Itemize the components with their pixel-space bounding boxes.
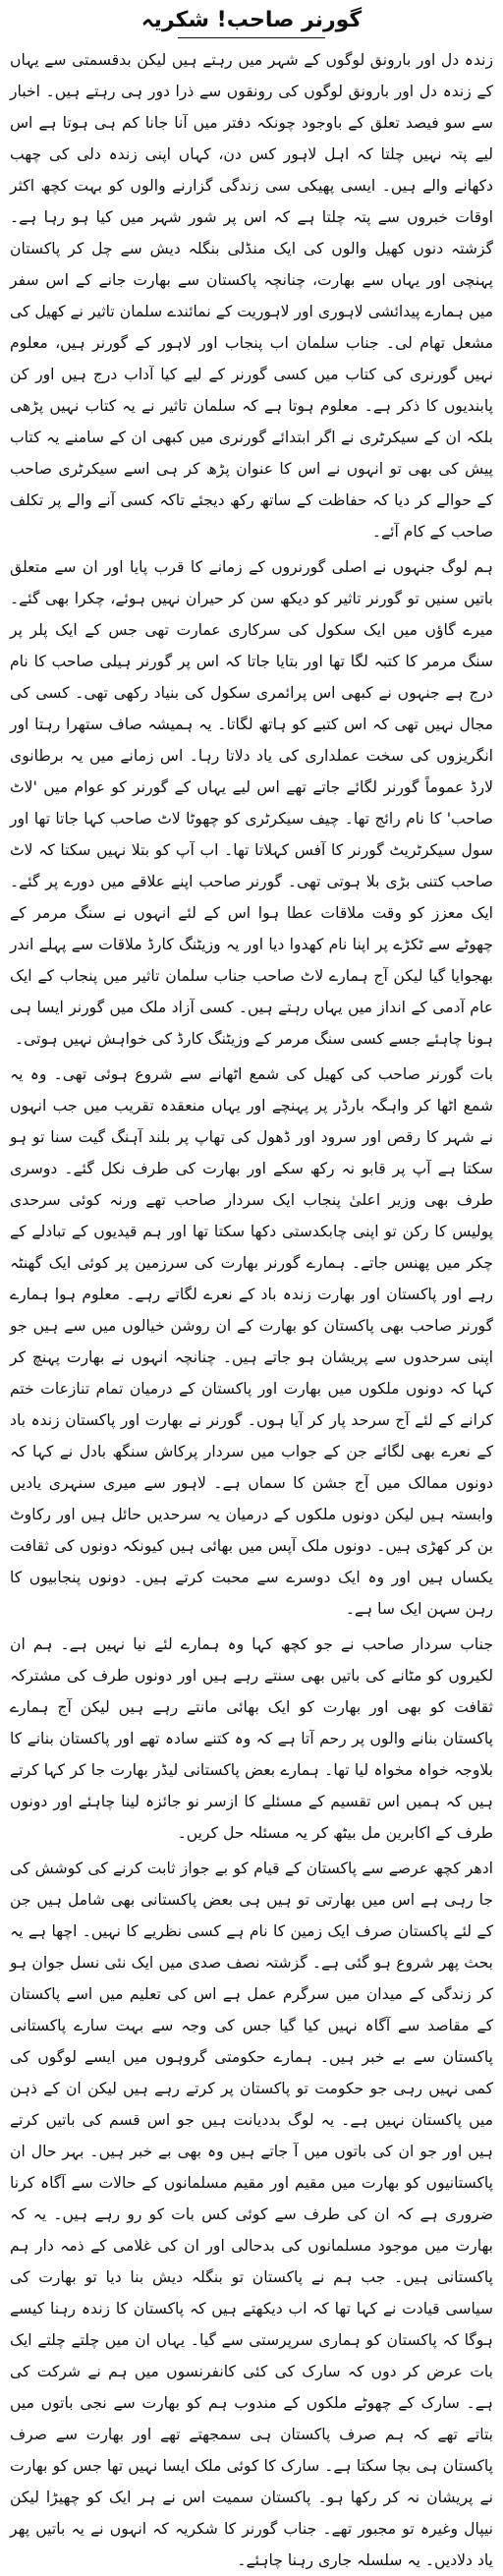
paragraph-1: زندہ دل اور بارونق لوگوں کے شہر میں رہتے ہیں لیکن بدقسمتی سے یہاں کے زندہ دل اور بارونق لوگوں کی رونقوں سے ذرا دور ہی رہتے ہیں۔ اخبار سے سو فیصد تعلق کے باوجود چونکہ دفتر میں آنا جانا کم ہی ہوتا ہے اس لیے پتہ نہیں چلتا کہ اہل لاہور کس دن، کہاں اپنی زندہ دلی کی چھب دکھانے والے ہیں۔ ایسی پھیکی سی زندگی گزارنے والوں کو بہت کچھ اکثر اوقات خبروں سے پتہ چلتا ہے کہ اس پر شور شہر میں کیا ہو رہا ہے۔ گزشتہ دنوں کھیل والوں کی ایک منڈلی بنگلہ دیش سے چل کر پاکستان پہنچی اور یہاں سے بھارت، چنانچہ پاکستان سے بھارت جانے کے اس سفر میں ہمارے پیدائشی لاہوری اور لاہوریت کے نمائندے سلمان تاثیر نے کھیل کی مشعل تھام لی۔ جناب سلمان اب پنجاب اور لاہور کے گورنر ہیں، معلوم نہیں گورنری کی کتاب میں کسی گورنر کے لیے کیا آداب درج ہیں اور کن پابندیوں کا ذکر ہے۔ معلوم ہوتا ہے کہ سلمان تاثیر نے یہ کتاب نہیں پڑھی بلکہ ان کے سیکرٹری نے اگر ابتدائے گورنری میں کبھی ان کے سامنے یہ کتاب پیش کی بھی تو انہوں نے اس کا عنوان پڑھ کر ہی اسے سیکرٹری صاحب کے حوالے کر دیا کہ حفاظت کے ساتھ رکھ دیجئے تاکہ کسی آنے والے پر تکلف صاحب کے کام آئے۔ [10,51,493,541]
paragraph-3: بات گورنر صاحب کی کھیل کی شمع اٹھانے سے شروع ہوئی تھی۔ وہ یہ شمع اٹھا کر واہگہ بارڈر پر پہنچے اور یہاں منعقدہ تقریب میں جب انہوں نے شہر کا رقص اور سرود اور ڈھول کی تھاپ پر بلند آہنگ گیت سنا تو ہو سکتا ہے آپ پر قابو نہ رکھ سکے اور بھارت کی طرف نکل گئے۔ دوسری طرف بھی وزیر اعلیٰ پنجاب ایک سردار صاحب تھے ورنہ کوئی سرحدی پولیس کا رکن تو اپنی چابکدستی دکھا سکتا تھا اور ہم قیدیوں کے تبادلے کے چکر میں پھنس جاتے۔ ہمارے گورنر بھارت کی سرزمین پر کوئی ایک گھنٹہ رہے اور پاکستان اور بھارت زندہ باد کے نعرے لگاتے رہے۔ معلوم ہوا ہمارے گورنر صاحب بھی پاکستان کو بھارت کے ان روشن خیالوں میں سے ہیں جو اپنی سرحدوں سے پریشان ہو جاتے ہیں۔ چنانچہ انہوں نے بھارت پہنچ کر کہا کہ دونوں ملکوں میں بھارت اور پاکستان کے درمیان تمام تنازعات ختم کرانے کے لئے آج سرحد پار کر آیا ہوں۔ گورنر نے بھارت اور پاکستان زندہ باد کے نعرے بھی لگائے جن کے جواب میں سردار پرکاش سنگھ بادل نے کہا کہ دونوں ممالک میں آج جشن کا سماں ہے۔ لاہور سے میری سنہری یادیں وابستہ ہیں لیکن دونوں ملکوں کے درمیان یہ سرحدیں حائل ہیں اور رکاوٹ بن کر کھڑی ہیں۔ دونوں ملک آپس میں بھائی ہیں کیونکہ دونوں کی ثقافت یکساں ہیں اور وہ ایک دوسرے سے محبت کرتے ہیں۔ دونوں پنجابیوں کا رہن سہن ایک سا ہے۔ [10,1065,493,1618]
paragraph-4: جناب سردار صاحب نے جو کچھ کہا وہ ہمارے لئے نیا نہیں ہے۔ ہم ان لکیروں کو مٹانے کی باتیں بھی سنتے رہے ہیں اور دونوں طرف کی مشترکہ ثقافت کو بھی اور بھارت کو ایک بھائی مانتے رہے ہیں لیکن آج ہمارے پاکستان بنانے والوں پر رحم آتا ہے کہ وہ کتنے سادہ تھے اور پاکستان بنانے کا بلاوجہ خواہ مخواہ لیا تھا۔ ہمارے بعض پاکستانی لیڈر بھارت جا کر کہا کرتے ہیں کہ ہمیں اس تقسیم کے مسئلے کا ازسر نو جائزہ لینا چاہئے اور دونوں طرف کے اکابرین مل بیٹھ کر یہ مسئلہ حل کریں۔ [10,1635,493,1842]
article-title: گورنر صاحب! شکریہ [140,8,363,32]
paragraph-2: ہم لوگ جنہوں نے اصلی گورنروں کے زمانے کا قرب پایا اور ان سے متعلق باتیں سنیں تو گورنر تاثیر کو دیکھ سن کر حیران نہیں ہوئے، چکرا بھی گئے۔ میرے گاؤں میں ایک سکول کی سرکاری عمارت تھی جس کے ایک پلر پر سنگ مرمر کا کتبہ لگا تھا اور بتایا جاتا کہ اس پر گورنر ہیلی صاحب کا نام درج ہے جنہوں نے کبھی اس پرائمری سکول کی بنیاد رکھی تھی۔ کسی کی مجال نہیں تھی کہ اس کتبے کو ہاتھ لگاتا۔ یہ ہمیشہ صاف ستھرا رہتا اور انگریزوں کی سخت عملداری کی یاد دلاتا رہا۔ اس زمانے میں یہ برطانوی لارڈ عموماً گورنر لگائے جاتے تھے اس لیے یہاں کے گورنر کو عوام میں 'لاٹ صاحب' کا نام رائج تھا۔ چیف سیکرٹری کو چھوٹا لاٹ صاحب کہا جاتا تھا اور سول سیکرٹریٹ گورنر کا آفس کہلاتا تھا۔ اب آپ کو بتلا نہیں سکتا کہ لاٹ صاحب کتنی بڑی بلا ہوتی تھی۔ گورنر صاحب اپنے علاقے میں دورے پر گئے۔ ایک معزز کو وقت ملاقات عطا ہوا اس کے لئے انہوں نے سنگ مرمر کے چھوٹے سے ٹکڑے پر اپنا نام کھدوا دیا اور یہ وزیٹنگ کارڈ ملاقات سے پہلے اندر بھجوایا گیا لیکن آج ہمارے لاٹ صاحب جناب سلمان تاثیر میں پنجاب کے ایک عام آدمی کے انداز میں یہاں رہتے ہیں۔ کسی آزاد ملک میں گورنر ایسا ہی ہونا چاہئے جسے کسی سنگ مرمر کے وزیٹنگ کارڈ کی خواہش نہیں ہوتی۔ [10,558,493,1048]
paragraph-5: ادھر کچھ عرصے سے پاکستان کے قیام کو بے جواز ثابت کرنے کی کوشش کی جا رہی ہے اس میں بھارتی تو ہیں ہی بعض پاکستانی بھی شامل ہیں جن کے لئے پاکستان صرف ایک زمین کا نام ہے کسی نظریے کا نہیں۔ اچھا ہے یہ بحث پھر شروع ہو گئی ہے۔ گزشتہ نصف صدی میں ایک نئی نسل جوان ہو کر زندگی کے میدان میں سرگرم عمل ہے اس کی تعلیم میں اسے پاکستان کے مقاصد سے آگاہ نہیں کیا گیا جس کی وجہ سے بہت سارے پاکستانی پاکستان سے بے خبر ہیں۔ ہمارے حکومتی گروہوں میں ایسے لوگوں کی کمی نہیں رہی جو حکومت تو پاکستان پر کرتے رہے ہیں لیکن ان کے ذہن میں پاکستان نہیں ہے۔ یہ لوگ بددیانت ہیں جو اس قسم کی باتیں کرتے ہیں اور جو ان کی باتوں میں آ جاتے ہیں وہ بھی بے خبر ہیں۔ بہر حال ان پاکستانیوں کو بھارت میں مقیم اور مقیم مسلمانوں کے حالات سے آگاہ کرنا ضروری ہے کہ ان کی طرف سے کوئی کس بات کو رو رہے ہیں۔ یہ کہ بھارت میں موجود مسلمانوں کی بدحالی اور ان کی غلامی کے ذمہ دار ہم پاکستانی ہیں۔ جب ہم نے پاکستان تو بنگلہ دیش بنا دیا تو بھارت کی سیاسی قیادت نے کہا تھا کہ اب دیکھتے ہیں کہ پاکستان کا زندہ رہنا کیسے ہوگا کہ پاکستان کو ہماری سرپرستی سے گیا۔ یہاں ان میں چلتے چلتے ایک بات عرض کر دوں کہ سارک کی کئی کانفرنسوں میں ہم نے شرکت کی ہے۔ سارک کے چھوٹے ملکوں کے مندوب ہم کو بھارت سے نجی باتوں میں بتاتے تھے کہ ہم صرف پاکستان ہی سمجھتے تھے اور بھارت سے صرف پاکستان ہی بچا سکتا ہے۔ سارک کا کوئی ملک ایسا نہیں تھا جس کو بھارت نے پریشان نہ کر رکھا ہو۔ پاکستان سمیت اس نے ہر ایک کو چھیڑا لیکن نیپال وغیرہ تو مجبور تھے۔ جناب گورنر کا شکریہ کہ انہوں نے یہ باتیں پھر یاد دلادیں۔ یہ سلسلہ جاری رہنا چاہئے۔ [10,1860,493,2569]
title-underline [178,37,325,38]
